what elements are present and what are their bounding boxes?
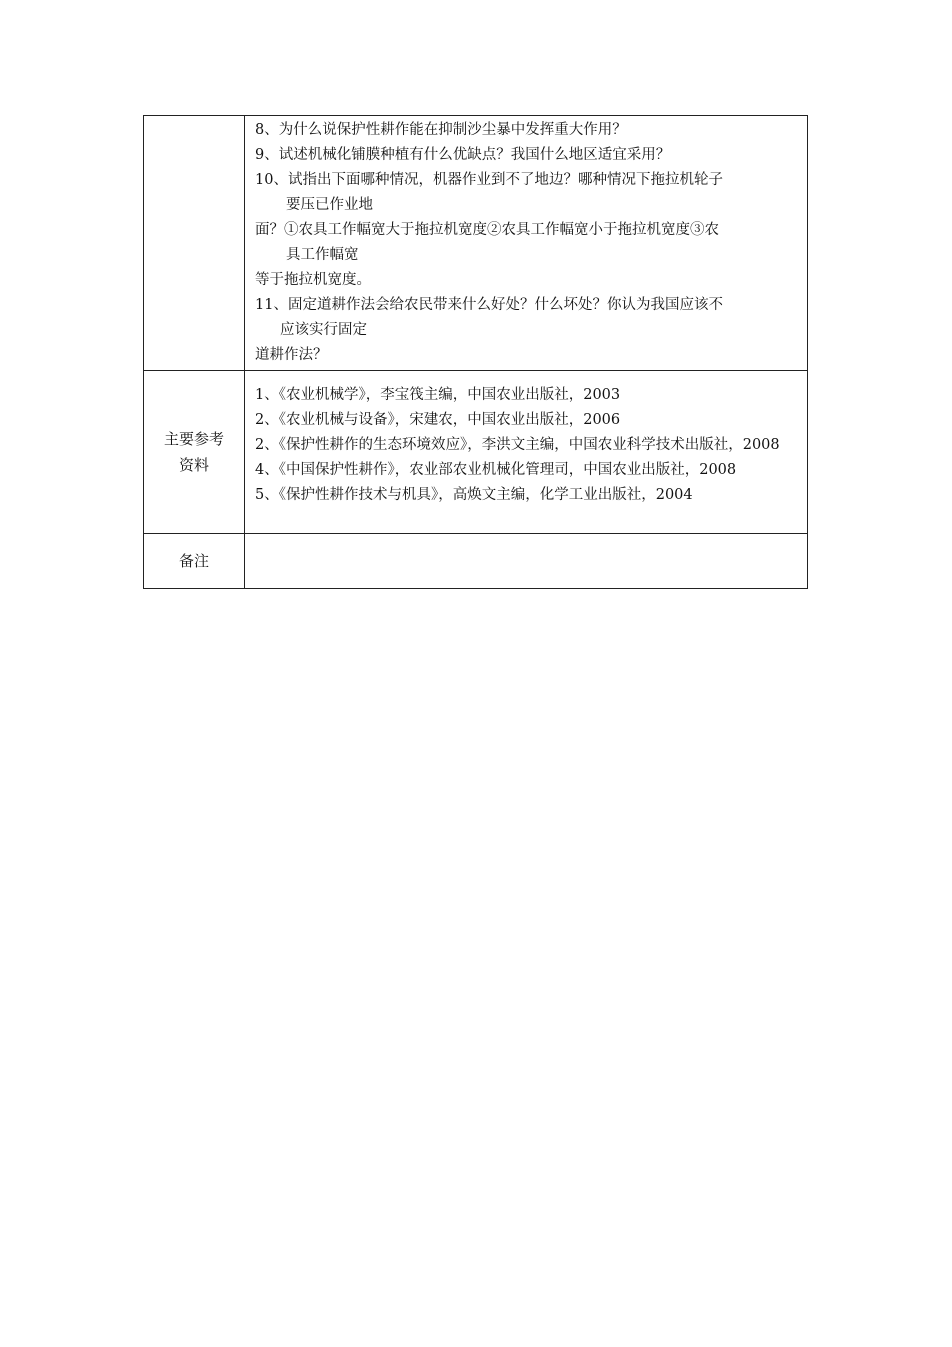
notes-content (245, 534, 808, 589)
question-8: 8、为什么说保护性耕作能在抑制沙尘暴中发挥重大作用？ (255, 122, 627, 138)
reference-item: 4、《中国保护性耕作》，农业部农业机械化管理司，中国农业出版社，2008 (255, 462, 737, 478)
reference-item: 2、《农业机械与设备》，宋建农，中国农业出版社，2006 (255, 412, 621, 428)
references-content-cell (245, 371, 808, 534)
question-10-line-5: 等于拖拉机宽度。 (255, 272, 371, 288)
question-10-line-3: 面？①农具工作幅宽大于拖拉机宽度②农具工作幅宽小于拖拉机宽度③农 (255, 222, 719, 238)
references-label-line-1: 主要参考 (163, 430, 224, 448)
question-11-line-2: 应该实行固定 (280, 322, 367, 338)
notes-row (144, 534, 808, 589)
references-row (144, 371, 808, 534)
reference-item: 5、《保护性耕作技术与机具》，高焕文主编，化学工业出版社，2004 (255, 487, 693, 503)
course-info-table (143, 115, 808, 589)
question-10-line-1: 10、试指出下面哪种情况，机器作业到不了地边？哪种情况下拖拉机轮子 (255, 172, 723, 188)
questions-row (144, 116, 808, 371)
question-10-line-4: 具工作幅宽 (286, 247, 359, 263)
reference-item: 2、《保护性耕作的生态环境效应》，李洪文主编，中国农业科学技术出版社，2008 (255, 437, 780, 453)
questions-label-cell (144, 116, 245, 371)
references-label-line-2: 资料 (178, 456, 209, 474)
question-10-line-2: 要压已作业地 (286, 197, 373, 213)
question-9: 9、试述机械化铺膜种植有什么优缺点？我国什么地区适宜采用？ (255, 147, 671, 163)
question-11-line-3: 道耕作法？ (255, 347, 328, 363)
reference-item: 1、《农业机械学》，李宝筏主编，中国农业出版社，2003 (255, 387, 621, 403)
references-label-cell (144, 371, 245, 534)
question-11-line-1: 11、固定道耕作法会给农民带来什么好处？什么坏处？你认为我国应该不 (255, 297, 723, 313)
questions-content-cell (245, 116, 808, 371)
notes-label: 备注 (144, 534, 245, 589)
